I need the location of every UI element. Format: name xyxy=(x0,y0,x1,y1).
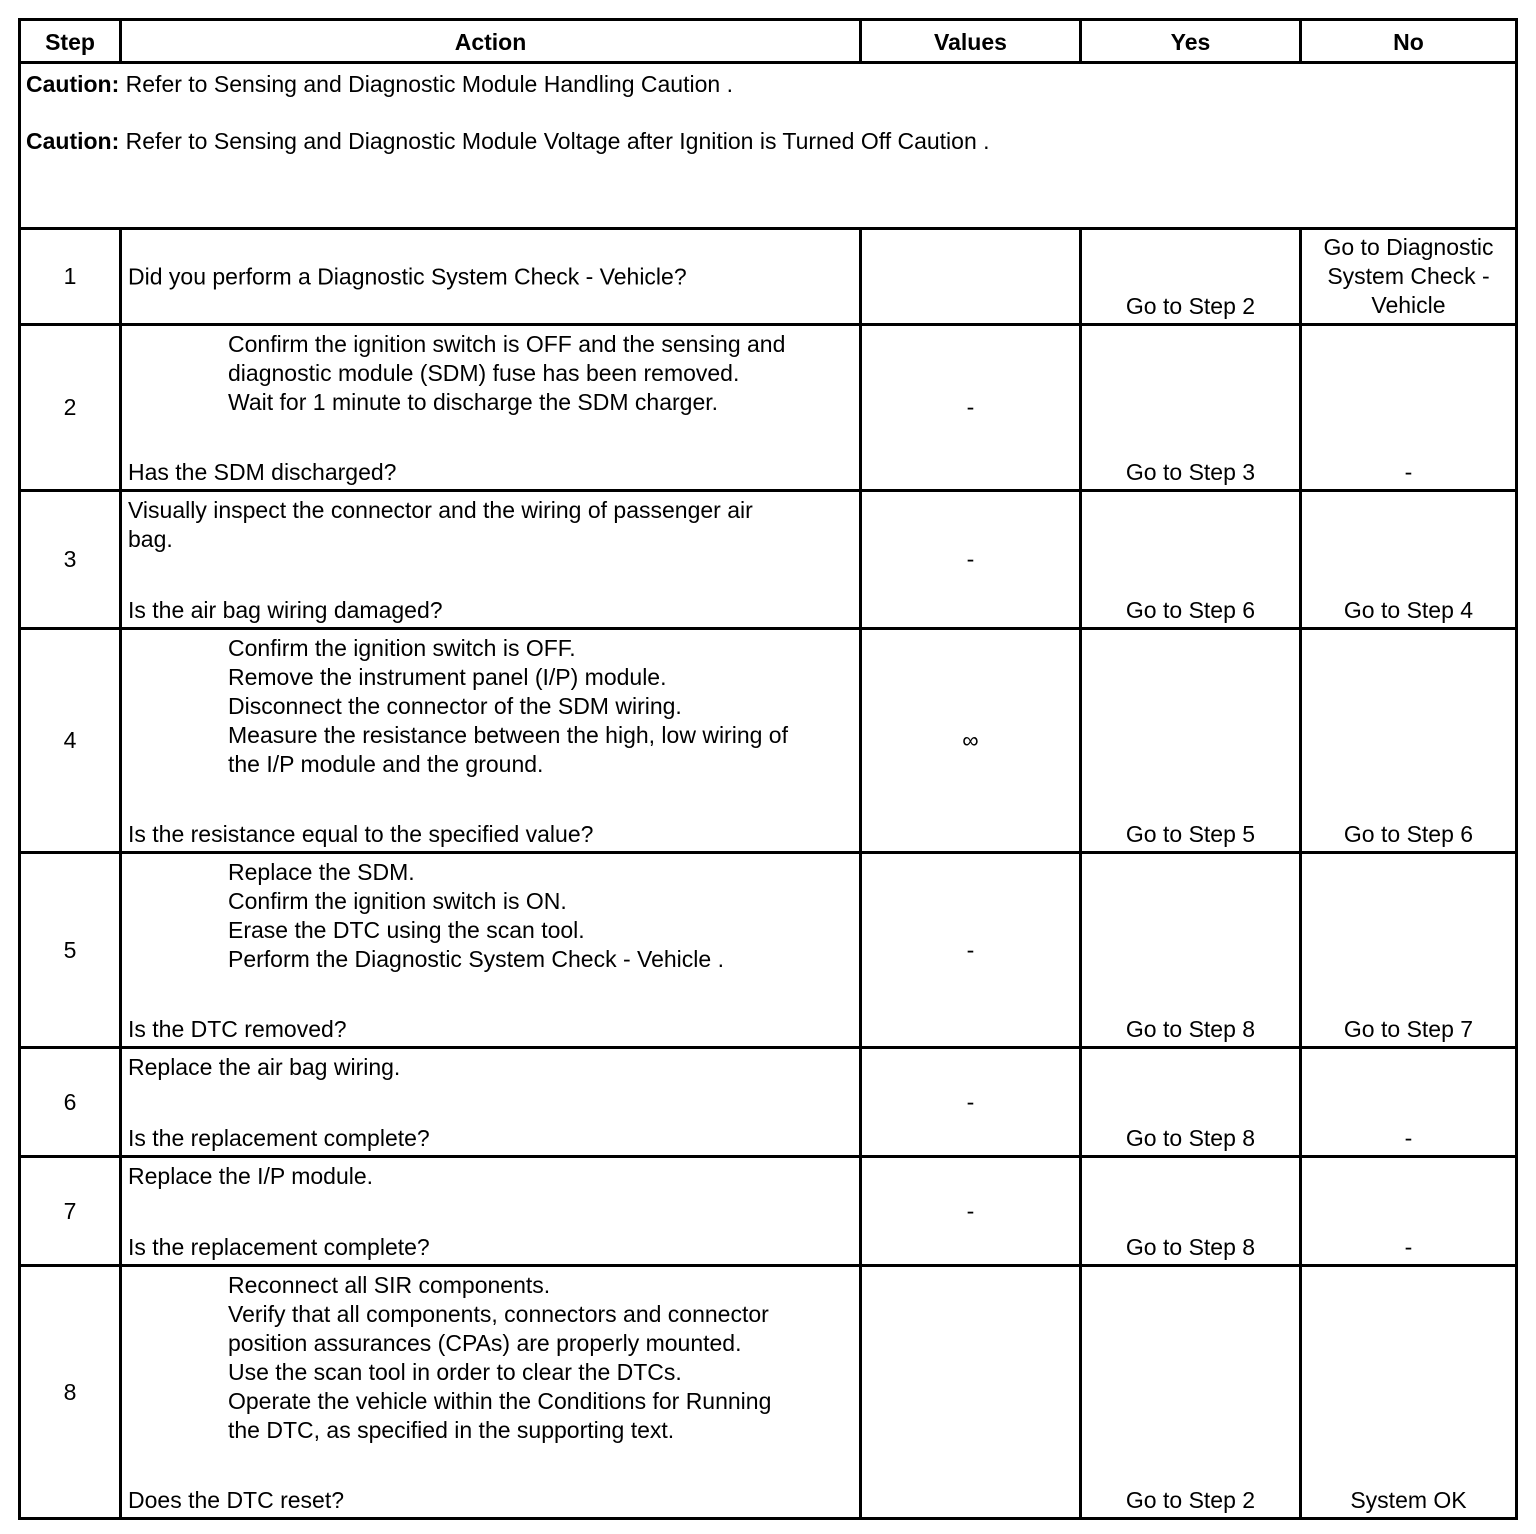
instruction-line: Wait for 1 minute to discharge the SDM charger. xyxy=(228,389,719,415)
instruction-list xyxy=(228,1271,853,1445)
yes-cell: Go to Step 6 xyxy=(1082,492,1302,627)
step-number: 7 xyxy=(21,1158,122,1264)
no-line: Vehicle xyxy=(1371,292,1446,318)
instruction-line: the DTC, as specified in the supporting text. xyxy=(228,1417,675,1443)
yes-cell: Go to Step 2 xyxy=(1082,1267,1302,1517)
step-question: Does the DTC reset? xyxy=(128,1487,345,1513)
value-cell: - xyxy=(862,854,1082,1046)
instruction-line: Confirm the ignition switch is OFF and the sensing and xyxy=(228,331,786,357)
no-line: Go to Diagnostic xyxy=(1323,234,1494,260)
step-question: Has the SDM discharged? xyxy=(128,459,397,485)
instruction-list xyxy=(228,858,853,974)
step-number: 1 xyxy=(21,230,122,323)
value-cell: - xyxy=(862,326,1082,489)
step-question: Is the DTC removed? xyxy=(128,1016,347,1042)
instruction-line: Operate the vehicle within the Conditions for Running xyxy=(228,1388,772,1414)
value-cell: ∞ xyxy=(862,630,1082,851)
yes-cell: Go to Step 8 xyxy=(1082,1158,1302,1264)
action-cell xyxy=(122,492,862,627)
step-number: 3 xyxy=(21,492,122,627)
step-number: 8 xyxy=(21,1267,122,1517)
instruction-line: Replace the air bag wiring. xyxy=(128,1054,401,1080)
yes-cell: Go to Step 8 xyxy=(1082,1049,1302,1155)
instruction-line: Remove the instrument panel (I/P) module. xyxy=(228,664,667,690)
no-cell: Go to Step 4 xyxy=(1343,597,1474,623)
step-question: Is the replacement complete? xyxy=(128,1234,430,1260)
action-cell xyxy=(122,230,862,323)
no-line: System Check - xyxy=(1327,263,1490,289)
caution-2 xyxy=(26,127,1510,156)
step-question: Is the resistance equal to the specified value? xyxy=(128,821,594,847)
instruction-line: Perform the Diagnostic System Check - Vehicle . xyxy=(228,946,724,972)
instruction-line: Measure the resistance between the high, low wiring of xyxy=(228,722,788,748)
action-cell xyxy=(122,630,862,851)
step-number: 4 xyxy=(21,630,122,851)
caution-row xyxy=(21,64,1515,227)
no-cell: Go to Step 6 xyxy=(1343,821,1474,847)
instruction-list xyxy=(228,330,853,417)
instruction-line: the I/P module and the ground. xyxy=(228,751,544,777)
table-row xyxy=(21,1267,1515,1517)
value-cell xyxy=(862,230,1082,323)
instruction-line: Verify that all components, connectors and connector xyxy=(228,1301,769,1327)
value-cell: - xyxy=(862,1158,1082,1264)
table-row xyxy=(21,230,1515,323)
value-cell: - xyxy=(862,492,1082,627)
no-cell: Go to Step 7 xyxy=(1343,1016,1474,1042)
instruction-line: Visually inspect the connector and the wiring of passenger air xyxy=(128,497,753,523)
table-row xyxy=(21,1049,1515,1155)
caution-label: Caution: xyxy=(26,71,120,97)
action-cell xyxy=(122,1049,862,1155)
no-cell: - xyxy=(1404,1125,1413,1151)
step-question: Did you perform a Diagnostic System Check - Vehicle? xyxy=(128,263,687,289)
instruction-line: Disconnect the connector of the SDM wiring. xyxy=(228,693,682,719)
instruction-line: Confirm the ignition switch is ON. xyxy=(228,888,567,914)
header-values: Values xyxy=(862,21,1082,61)
step-number: 2 xyxy=(21,326,122,489)
instruction-line: Confirm the ignition switch is OFF. xyxy=(228,635,576,661)
instruction-line: diagnostic module (SDM) fuse has been removed. xyxy=(228,360,740,386)
value-cell xyxy=(862,1267,1082,1517)
yes-cell: Go to Step 3 xyxy=(1082,326,1302,489)
instruction-line: Use the scan tool in order to clear the DTCs. xyxy=(228,1359,682,1385)
header-action: Action xyxy=(122,21,862,61)
instruction-line: Replace the SDM. xyxy=(228,859,415,885)
instruction-list xyxy=(128,1162,853,1191)
instruction-line: Erase the DTC using the scan tool. xyxy=(228,917,585,943)
instruction-list xyxy=(128,496,853,554)
step-number: 5 xyxy=(21,854,122,1046)
instruction-line: Reconnect all SIR components. xyxy=(228,1272,551,1298)
table-header xyxy=(21,21,1515,61)
header-step: Step xyxy=(21,21,122,61)
no-cell: - xyxy=(1404,459,1413,485)
caution-block xyxy=(26,70,1510,184)
step-number: 6 xyxy=(21,1049,122,1155)
diagnostic-table xyxy=(18,18,1518,1520)
action-cell xyxy=(122,1267,862,1517)
caution-text: Refer to Sensing and Diagnostic Module Voltage after Ignition is Turned Off Caution . xyxy=(119,128,990,154)
caution-1 xyxy=(26,70,1510,99)
caution-text: Refer to Sensing and Diagnostic Module Handling Caution . xyxy=(119,71,733,97)
table-row xyxy=(21,326,1515,489)
yes-cell: Go to Step 8 xyxy=(1082,854,1302,1046)
table-row xyxy=(21,854,1515,1046)
yes-cell: Go to Step 2 xyxy=(1082,230,1302,323)
no-cell: System OK xyxy=(1350,1487,1467,1513)
yes-cell: Go to Step 5 xyxy=(1082,630,1302,851)
caution-label: Caution: xyxy=(26,128,120,154)
table-row xyxy=(21,1158,1515,1264)
instruction-line: bag. xyxy=(128,526,173,552)
instruction-line: Replace the I/P module. xyxy=(128,1163,374,1189)
header-no: No xyxy=(1393,29,1424,55)
action-cell xyxy=(122,1158,862,1264)
instruction-list xyxy=(228,634,853,779)
step-question: Is the replacement complete? xyxy=(128,1125,430,1151)
instruction-list xyxy=(128,1053,853,1082)
table-row xyxy=(21,630,1515,851)
no-cell xyxy=(1302,230,1515,323)
header-yes: Yes xyxy=(1082,21,1302,61)
step-question: Is the air bag wiring damaged? xyxy=(128,597,443,623)
action-cell xyxy=(122,854,862,1046)
instruction-line: position assurances (CPAs) are properly mounted. xyxy=(228,1330,742,1356)
table-row xyxy=(21,492,1515,627)
value-cell: - xyxy=(862,1049,1082,1155)
no-cell: - xyxy=(1404,1234,1413,1260)
action-cell xyxy=(122,326,862,489)
